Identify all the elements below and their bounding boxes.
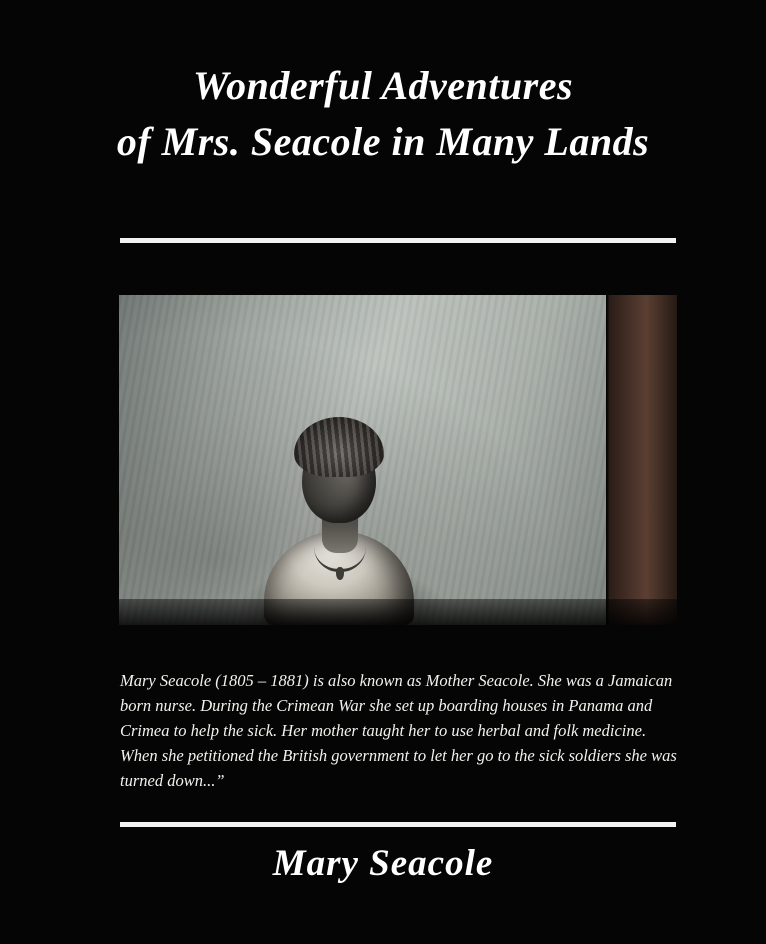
title-line-2: of Mrs. Seacole in Many Lands [116, 119, 650, 164]
divider-top [120, 238, 676, 243]
floor-shadow [119, 599, 677, 625]
title-line-1: Wonderful Adventures [192, 63, 574, 108]
author-name: Mary Seacole [272, 843, 494, 884]
cover-blurb: Mary Seacole (1805 – 1881) is also known as Mother Seacole. She was a Jamaican born nurse. During the Crimean War she set up boarding houses in Panama and Crimea to help the sick. Her mother taught her to use herbal and folk medicine. When she petitioned the British government to let her go to the sick soldiers she was turned down...” [120, 671, 677, 790]
bust-pendant [336, 567, 344, 580]
bust-hair [294, 417, 384, 477]
door-panel [609, 295, 677, 625]
bust-sculpture-icon [264, 413, 414, 625]
divider-bottom [120, 822, 676, 827]
cover-photograph [119, 295, 677, 625]
book-title [0, 58, 766, 170]
